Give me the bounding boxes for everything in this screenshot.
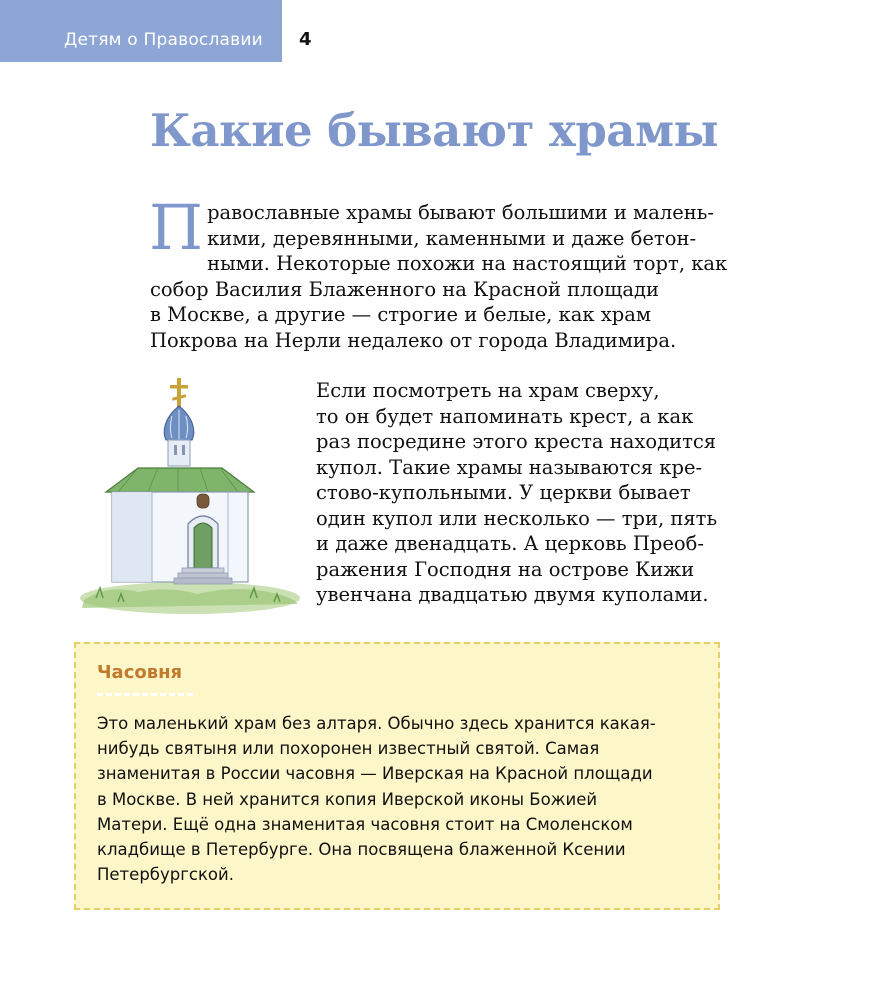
chapel-info-box (74, 642, 720, 910)
paragraph-line: увенчана двадцатью двумя куполами. (316, 583, 709, 606)
paragraph-line: купол. Такие храмы называются кре- (316, 455, 703, 479)
intro-paragraph (149, 191, 730, 353)
paragraph-line: стово-купольными. У церкви бывает (316, 481, 691, 504)
intro-line: собор Василия Блаженного на Красной площади (150, 277, 660, 301)
paragraph-line: ражения Господня на острове Кижи (316, 557, 695, 581)
sidebar-line: знаменитая в России часовня — Иверская на Красной площади (97, 764, 653, 784)
paragraph-line: один купол или несколько — три, пять (316, 506, 718, 530)
intro-line: в Москве, а другие — строгие и белые, как храм (150, 303, 652, 326)
paragraph-line: то он будет напоминать крест, а как (316, 404, 694, 428)
sidebar-line: кладбище в Петербурге. Она посвящена блаженной Ксении (97, 840, 626, 860)
sidebar-line: Матери. Ещё одна знаменитая часовня стоит на Смоленском (97, 814, 633, 834)
chapel-illustration-icon (78, 372, 300, 618)
paragraph-line: Если посмотреть на храм сверху, (316, 379, 660, 402)
sidebar-line: Петербургской. (97, 865, 234, 885)
sidebar-divider (97, 693, 193, 696)
intro-line: ными. Некоторые похожи на настоящий торт, как (207, 252, 728, 275)
paragraph-line: раз посредине этого креста находится (316, 430, 717, 453)
cross-dome-paragraph (316, 378, 736, 608)
section-title: Детям о Православии (64, 30, 263, 50)
sidebar-line: в Москве. В ней хранится копия Иверской иконы Божией (97, 789, 598, 809)
sidebar-line: нибудь святыня или похоронен известный святой. Самая (97, 739, 600, 759)
page-number: 4 (299, 29, 312, 50)
sidebar-line: Это маленький храм без алтаря. Обычно здесь хранится какая- (97, 714, 656, 733)
page-title: Какие бывают храмы (150, 104, 719, 157)
sidebar-heading: Часовня (97, 662, 183, 683)
intro-line: равославные храмы бывают большими и малень- (207, 201, 714, 224)
paragraph-line: и даже двенадцать. А церковь Преоб- (316, 532, 704, 555)
sidebar-text (97, 711, 707, 887)
intro-line: Покрова на Нерли недалеко от города Владимира. (150, 328, 677, 352)
drop-cap: П (149, 191, 204, 264)
intro-line: кими, деревянными, каменными и даже бетон- (207, 226, 697, 250)
